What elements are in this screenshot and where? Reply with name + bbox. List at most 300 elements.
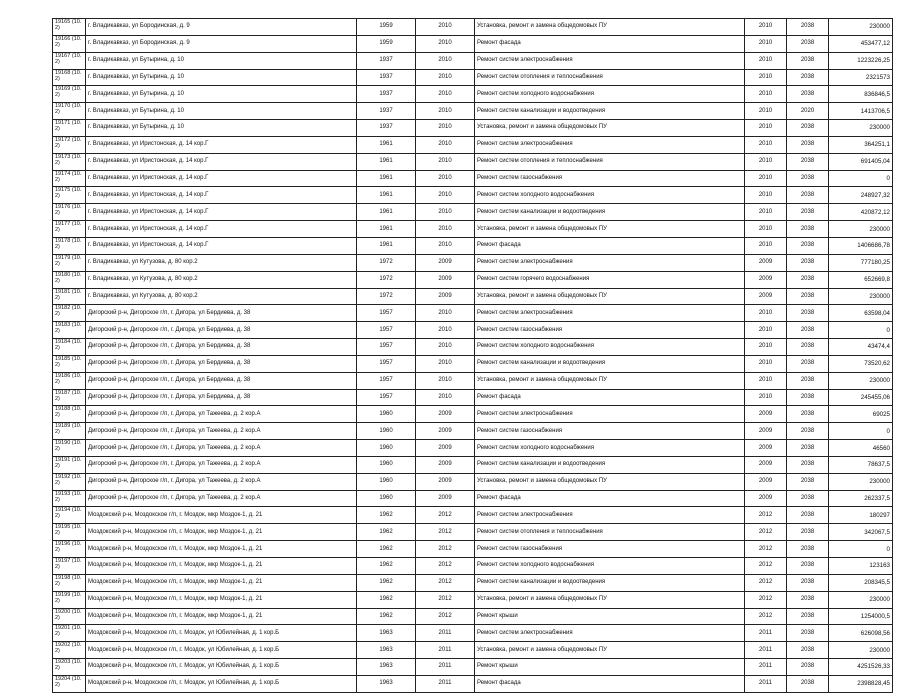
cost-cell: 364251,1 (829, 136, 893, 153)
address-cell: Дигорский р-н, Дигорское г/п, г. Дигора, ул Тажеева, д. 2 кор.А (86, 423, 357, 440)
year-built-cell: 1961 (357, 187, 416, 204)
repair-year-cell: 2009 (416, 288, 475, 305)
cost-cell: 230000 (829, 473, 893, 490)
row-id-cell: 19191 (10.2) (53, 456, 86, 473)
repair-year-cell: 2009 (416, 271, 475, 288)
table-row (53, 339, 893, 356)
year-built-cell: 1957 (357, 389, 416, 406)
cost-cell: 777180,25 (829, 254, 893, 271)
work-type-cell: Ремонт систем холодного водоснабжения (475, 339, 745, 356)
address-cell: Дигорский р-н, Дигорское г/п, г. Дигора, ул Бердиева, д. 38 (86, 389, 357, 406)
table-row (53, 406, 893, 423)
year-built-cell: 1960 (357, 473, 416, 490)
table-row (53, 524, 893, 541)
work-type-cell: Ремонт систем электроснабжения (475, 52, 745, 69)
year-built-cell: 1962 (357, 591, 416, 608)
year-built-cell: 1937 (357, 86, 416, 103)
work-type-cell: Ремонт фасада (475, 389, 745, 406)
period-start-cell: 2010 (745, 170, 787, 187)
period-start-cell: 2009 (745, 271, 787, 288)
period-end-cell: 2038 (787, 473, 829, 490)
repair-year-cell: 2010 (416, 339, 475, 356)
year-built-cell: 1972 (357, 254, 416, 271)
address-cell: Дигорский р-н, Дигорское г/п, г. Дигора, ул Тажеева, д. 2 кор.А (86, 490, 357, 507)
period-end-cell: 2038 (787, 271, 829, 288)
work-type-cell: Ремонт систем канализации и водоотведения (475, 204, 745, 221)
table-row (53, 305, 893, 322)
row-id-cell: 19200 (10.2) (53, 608, 86, 625)
work-type-cell: Ремонт систем отопления и теплоснабжения (475, 524, 745, 541)
period-start-cell: 2012 (745, 507, 787, 524)
cost-cell: 245455,06 (829, 389, 893, 406)
row-id-cell: 19198 (10.2) (53, 574, 86, 591)
period-start-cell: 2009 (745, 440, 787, 457)
period-end-cell: 2038 (787, 254, 829, 271)
work-type-cell: Ремонт систем холодного водоснабжения (475, 558, 745, 575)
row-id-cell: 19172 (10.2) (53, 136, 86, 153)
period-end-cell: 2038 (787, 187, 829, 204)
year-built-cell: 1937 (357, 120, 416, 137)
table-row (53, 473, 893, 490)
address-cell: Моздокский р-н, Моздокское г/п, г. Моздок, мкр Моздок-1, д. 21 (86, 591, 357, 608)
row-id-cell: 19196 (10.2) (53, 541, 86, 558)
year-built-cell: 1963 (357, 625, 416, 642)
period-end-cell: 2038 (787, 120, 829, 137)
address-cell: г. Владикавказ, ул Иристонская, д. 14 кор.Г (86, 237, 357, 254)
cost-cell: 180297 (829, 507, 893, 524)
cost-cell: 0 (829, 541, 893, 558)
year-built-cell: 1959 (357, 19, 416, 36)
cost-cell: 4251526,33 (829, 659, 893, 676)
table-row (53, 221, 893, 238)
repair-year-cell: 2011 (416, 675, 475, 692)
repair-year-cell: 2010 (416, 103, 475, 120)
row-id-cell: 19177 (10.2) (53, 221, 86, 238)
year-built-cell: 1962 (357, 541, 416, 558)
row-id-cell: 19204 (10.2) (53, 675, 86, 692)
repair-year-cell: 2010 (416, 389, 475, 406)
address-cell: Дигорский р-н, Дигорское г/п, г. Дигора, ул Бердиева, д. 38 (86, 305, 357, 322)
work-type-cell: Ремонт крыши (475, 608, 745, 625)
address-cell: Моздокский р-н, Моздокское г/п, г. Моздок, ул Юбилейная, д. 1 кор.Б (86, 659, 357, 676)
period-start-cell: 2010 (745, 355, 787, 372)
repair-year-cell: 2010 (416, 305, 475, 322)
row-id-cell: 19199 (10.2) (53, 591, 86, 608)
year-built-cell: 1961 (357, 153, 416, 170)
work-type-cell: Ремонт систем газоснабжения (475, 423, 745, 440)
repair-year-cell: 2010 (416, 153, 475, 170)
row-id-cell: 19194 (10.2) (53, 507, 86, 524)
address-cell: Моздокский р-н, Моздокское г/п, г. Моздок, ул Юбилейная, д. 1 кор.Б (86, 642, 357, 659)
repair-year-cell: 2010 (416, 187, 475, 204)
table-row (53, 136, 893, 153)
work-type-cell: Установка, ремонт и замена общедомовых ПУ (475, 221, 745, 238)
address-cell: г. Владикавказ, ул Иристонская, д. 14 кор.Г (86, 204, 357, 221)
year-built-cell: 1961 (357, 221, 416, 238)
repair-year-cell: 2011 (416, 625, 475, 642)
table-row (53, 490, 893, 507)
period-start-cell: 2010 (745, 389, 787, 406)
table-row (53, 456, 893, 473)
address-cell: Дигорский р-н, Дигорское г/п, г. Дигора, ул Тажеева, д. 2 кор.А (86, 473, 357, 490)
cost-cell: 1406686,78 (829, 237, 893, 254)
table-row (53, 204, 893, 221)
period-start-cell: 2010 (745, 136, 787, 153)
table-row (53, 288, 893, 305)
address-cell: г. Владикавказ, ул Бутырина, д. 10 (86, 52, 357, 69)
work-type-cell: Ремонт систем электроснабжения (475, 136, 745, 153)
address-cell: Моздокский р-н, Моздокское г/п, г. Моздок, мкр Моздок-1, д. 21 (86, 608, 357, 625)
row-id-cell: 19195 (10.2) (53, 524, 86, 541)
address-cell: Моздокский р-н, Моздокское г/п, г. Моздок, мкр Моздок-1, д. 21 (86, 558, 357, 575)
row-id-cell: 19170 (10.2) (53, 103, 86, 120)
cost-cell: 1413706,5 (829, 103, 893, 120)
table-row (53, 574, 893, 591)
period-end-cell: 2038 (787, 507, 829, 524)
period-start-cell: 2009 (745, 456, 787, 473)
cost-cell: 248927,32 (829, 187, 893, 204)
work-type-cell: Ремонт систем газоснабжения (475, 170, 745, 187)
period-end-cell: 2038 (787, 423, 829, 440)
work-type-cell: Ремонт систем канализации и водоотведения (475, 574, 745, 591)
repair-year-cell: 2010 (416, 322, 475, 339)
period-start-cell: 2010 (745, 35, 787, 52)
period-end-cell: 2038 (787, 541, 829, 558)
year-built-cell: 1960 (357, 440, 416, 457)
cost-cell: 230000 (829, 591, 893, 608)
row-id-cell: 19180 (10.2) (53, 271, 86, 288)
work-type-cell: Установка, ремонт и замена общедомовых ПУ (475, 120, 745, 137)
work-type-cell: Ремонт систем отопления и теплоснабжения (475, 153, 745, 170)
period-start-cell: 2010 (745, 322, 787, 339)
address-cell: г. Владикавказ, ул Иристонская, д. 14 кор.Г (86, 170, 357, 187)
period-end-cell: 2038 (787, 52, 829, 69)
cost-cell: 78637,5 (829, 456, 893, 473)
year-built-cell: 1962 (357, 558, 416, 575)
table-row (53, 322, 893, 339)
period-end-cell: 2038 (787, 136, 829, 153)
repair-year-cell: 2012 (416, 608, 475, 625)
work-type-cell: Ремонт систем холодного водоснабжения (475, 187, 745, 204)
year-built-cell: 1957 (357, 355, 416, 372)
repair-year-cell: 2012 (416, 591, 475, 608)
year-built-cell: 1937 (357, 69, 416, 86)
table-row (53, 675, 893, 692)
year-built-cell: 1961 (357, 136, 416, 153)
cost-cell: 46560 (829, 440, 893, 457)
work-type-cell: Ремонт систем электроснабжения (475, 625, 745, 642)
cost-cell: 230000 (829, 372, 893, 389)
year-built-cell: 1961 (357, 170, 416, 187)
table-row (53, 389, 893, 406)
cost-cell: 2321573 (829, 69, 893, 86)
repair-year-cell: 2012 (416, 574, 475, 591)
row-id-cell: 19176 (10.2) (53, 204, 86, 221)
table-row (53, 642, 893, 659)
address-cell: г. Владикавказ, ул Бутырина, д. 10 (86, 69, 357, 86)
period-start-cell: 2010 (745, 305, 787, 322)
repair-year-cell: 2010 (416, 35, 475, 52)
period-end-cell: 2038 (787, 574, 829, 591)
table-row (53, 355, 893, 372)
work-type-cell: Ремонт систем газоснабжения (475, 322, 745, 339)
repair-year-cell: 2009 (416, 440, 475, 457)
year-built-cell: 1961 (357, 237, 416, 254)
period-end-cell: 2038 (787, 355, 829, 372)
period-end-cell: 2038 (787, 659, 829, 676)
period-end-cell: 2038 (787, 322, 829, 339)
cost-cell: 1223226,25 (829, 52, 893, 69)
period-start-cell: 2009 (745, 254, 787, 271)
period-start-cell: 2011 (745, 642, 787, 659)
period-start-cell: 2010 (745, 187, 787, 204)
cost-cell: 626098,56 (829, 625, 893, 642)
cost-cell: 230000 (829, 221, 893, 238)
row-id-cell: 19171 (10.2) (53, 120, 86, 137)
table-row (53, 254, 893, 271)
period-start-cell: 2011 (745, 659, 787, 676)
period-start-cell: 2009 (745, 406, 787, 423)
period-start-cell: 2010 (745, 120, 787, 137)
table-row (53, 86, 893, 103)
period-start-cell: 2012 (745, 524, 787, 541)
work-type-cell: Ремонт систем электроснабжения (475, 254, 745, 271)
cost-cell: 652669,8 (829, 271, 893, 288)
table-row (53, 541, 893, 558)
work-type-cell: Ремонт систем канализации и водоотведения (475, 355, 745, 372)
row-id-cell: 19166 (10.2) (53, 35, 86, 52)
table-row (53, 372, 893, 389)
repair-year-cell: 2010 (416, 69, 475, 86)
address-cell: г. Владикавказ, ул Бутырина, д. 10 (86, 86, 357, 103)
row-id-cell: 19189 (10.2) (53, 423, 86, 440)
period-start-cell: 2010 (745, 153, 787, 170)
repair-year-cell: 2010 (416, 170, 475, 187)
address-cell: Моздокский р-н, Моздокское г/п, г. Моздок, ул Юбилейная, д. 1 кор.Б (86, 625, 357, 642)
year-built-cell: 1962 (357, 507, 416, 524)
table-row (53, 440, 893, 457)
cost-cell: 342067,5 (829, 524, 893, 541)
repair-year-cell: 2010 (416, 204, 475, 221)
period-start-cell: 2009 (745, 288, 787, 305)
period-end-cell: 2038 (787, 642, 829, 659)
row-id-cell: 19184 (10.2) (53, 339, 86, 356)
period-end-cell: 2038 (787, 456, 829, 473)
year-built-cell: 1961 (357, 204, 416, 221)
table-row (53, 52, 893, 69)
repair-year-cell: 2009 (416, 423, 475, 440)
work-type-cell: Установка, ремонт и замена общедомовых ПУ (475, 642, 745, 659)
address-cell: Моздокский р-н, Моздокское г/п, г. Моздок, мкр Моздок-1, д. 21 (86, 541, 357, 558)
row-id-cell: 19197 (10.2) (53, 558, 86, 575)
address-cell: Дигорский р-н, Дигорское г/п, г. Дигора, ул Бердиева, д. 38 (86, 322, 357, 339)
cost-cell: 2398828,45 (829, 675, 893, 692)
row-id-cell: 19182 (10.2) (53, 305, 86, 322)
year-built-cell: 1957 (357, 372, 416, 389)
repair-year-cell: 2012 (416, 524, 475, 541)
work-type-cell: Ремонт фасада (475, 237, 745, 254)
table-row (53, 271, 893, 288)
repair-year-cell: 2010 (416, 372, 475, 389)
table-row (53, 423, 893, 440)
table-row (53, 659, 893, 676)
year-built-cell: 1962 (357, 574, 416, 591)
repair-year-cell: 2010 (416, 120, 475, 137)
address-cell: г. Владикавказ, ул Кутузова, д. 80 кор.2 (86, 271, 357, 288)
table-row (53, 35, 893, 52)
row-id-cell: 19181 (10.2) (53, 288, 86, 305)
period-end-cell: 2038 (787, 221, 829, 238)
repair-year-cell: 2009 (416, 456, 475, 473)
row-id-cell: 19193 (10.2) (53, 490, 86, 507)
repair-year-cell: 2012 (416, 507, 475, 524)
cost-cell: 230000 (829, 19, 893, 36)
work-type-cell: Ремонт систем холодного водоснабжения (475, 86, 745, 103)
period-start-cell: 2009 (745, 423, 787, 440)
repair-year-cell: 2010 (416, 237, 475, 254)
row-id-cell: 19173 (10.2) (53, 153, 86, 170)
address-cell: г. Владикавказ, ул Иристонская, д. 14 кор.Г (86, 187, 357, 204)
address-cell: Дигорский р-н, Дигорское г/п, г. Дигора, ул Бердиева, д. 38 (86, 355, 357, 372)
period-end-cell: 2038 (787, 237, 829, 254)
year-built-cell: 1972 (357, 271, 416, 288)
table-row (53, 170, 893, 187)
row-id-cell: 19183 (10.2) (53, 322, 86, 339)
year-built-cell: 1963 (357, 642, 416, 659)
row-id-cell: 19187 (10.2) (53, 389, 86, 406)
year-built-cell: 1957 (357, 305, 416, 322)
table-row (53, 69, 893, 86)
address-cell: Моздокский р-н, Моздокское г/п, г. Моздок, мкр Моздок-1, д. 21 (86, 524, 357, 541)
year-built-cell: 1963 (357, 659, 416, 676)
row-id-cell: 19178 (10.2) (53, 237, 86, 254)
repair-year-cell: 2010 (416, 355, 475, 372)
cost-cell: 0 (829, 423, 893, 440)
table-row (53, 608, 893, 625)
repair-year-cell: 2011 (416, 642, 475, 659)
address-cell: г. Владикавказ, ул Кутузова, д. 80 кор.2 (86, 254, 357, 271)
year-built-cell: 1963 (357, 675, 416, 692)
table-row (53, 625, 893, 642)
period-end-cell: 2038 (787, 170, 829, 187)
row-id-cell: 19174 (10.2) (53, 170, 86, 187)
period-start-cell: 2010 (745, 103, 787, 120)
period-end-cell: 2038 (787, 558, 829, 575)
work-type-cell: Ремонт систем канализации и водоотведения (475, 456, 745, 473)
repair-year-cell: 2012 (416, 558, 475, 575)
period-start-cell: 2012 (745, 574, 787, 591)
cost-cell: 453477,12 (829, 35, 893, 52)
cost-cell: 73520,62 (829, 355, 893, 372)
period-start-cell: 2010 (745, 221, 787, 238)
cost-cell: 123163 (829, 558, 893, 575)
row-id-cell: 19192 (10.2) (53, 473, 86, 490)
row-id-cell: 19167 (10.2) (53, 52, 86, 69)
cost-cell: 691405,04 (829, 153, 893, 170)
period-end-cell: 2038 (787, 305, 829, 322)
row-id-cell: 19201 (10.2) (53, 625, 86, 642)
period-end-cell: 2038 (787, 440, 829, 457)
period-start-cell: 2009 (745, 473, 787, 490)
table-row (53, 19, 893, 36)
period-start-cell: 2010 (745, 69, 787, 86)
row-id-cell: 19203 (10.2) (53, 659, 86, 676)
cost-cell: 43474,4 (829, 339, 893, 356)
work-type-cell: Ремонт систем горячего водоснабжения (475, 271, 745, 288)
period-end-cell: 2038 (787, 608, 829, 625)
table-body (53, 19, 893, 693)
address-cell: Дигорский р-н, Дигорское г/п, г. Дигора, ул Тажеева, д. 2 кор.А (86, 456, 357, 473)
work-type-cell: Установка, ремонт и замена общедомовых ПУ (475, 473, 745, 490)
cost-cell: 420872,12 (829, 204, 893, 221)
address-cell: Дигорский р-н, Дигорское г/п, г. Дигора, ул Тажеева, д. 2 кор.А (86, 440, 357, 457)
period-start-cell: 2010 (745, 372, 787, 389)
year-built-cell: 1957 (357, 322, 416, 339)
work-type-cell: Ремонт систем газоснабжения (475, 541, 745, 558)
year-built-cell: 1960 (357, 406, 416, 423)
repair-year-cell: 2010 (416, 86, 475, 103)
work-type-cell: Установка, ремонт и замена общедомовых ПУ (475, 288, 745, 305)
period-end-cell: 2020 (787, 103, 829, 120)
table-row (53, 187, 893, 204)
cost-cell: 63598,04 (829, 305, 893, 322)
address-cell: г. Владикавказ, ул Иристонская, д. 14 кор.Г (86, 153, 357, 170)
work-type-cell: Ремонт фасада (475, 675, 745, 692)
cost-cell: 0 (829, 322, 893, 339)
table-row (53, 153, 893, 170)
period-start-cell: 2010 (745, 19, 787, 36)
table-row (53, 237, 893, 254)
work-type-cell: Установка, ремонт и замена общедомовых ПУ (475, 591, 745, 608)
repair-year-cell: 2010 (416, 136, 475, 153)
work-type-cell: Установка, ремонт и замена общедомовых ПУ (475, 372, 745, 389)
cost-cell: 0 (829, 170, 893, 187)
work-type-cell: Ремонт систем электроснабжения (475, 305, 745, 322)
year-built-cell: 1957 (357, 339, 416, 356)
address-cell: Дигорский р-н, Дигорское г/п, г. Дигора, ул Бердиева, д. 38 (86, 372, 357, 389)
repair-year-cell: 2010 (416, 19, 475, 36)
year-built-cell: 1937 (357, 52, 416, 69)
address-cell: Моздокский р-н, Моздокское г/п, г. Моздок, ул Юбилейная, д. 1 кор.Б (86, 675, 357, 692)
work-type-cell: Ремонт фасада (475, 35, 745, 52)
year-built-cell: 1960 (357, 490, 416, 507)
year-built-cell: 1960 (357, 423, 416, 440)
work-type-cell: Ремонт систем отопления и теплоснабжения (475, 69, 745, 86)
address-cell: Дигорский р-н, Дигорское г/п, г. Дигора, ул Тажеева, д. 2 кор.А (86, 406, 357, 423)
period-end-cell: 2038 (787, 591, 829, 608)
period-end-cell: 2038 (787, 625, 829, 642)
row-id-cell: 19175 (10.2) (53, 187, 86, 204)
table-row (53, 103, 893, 120)
row-id-cell: 19185 (10.2) (53, 355, 86, 372)
address-cell: г. Владикавказ, ул Иристонская, д. 14 кор.Г (86, 136, 357, 153)
cost-cell: 230000 (829, 642, 893, 659)
row-id-cell: 19165 (10.2) (53, 19, 86, 36)
repair-year-cell: 2009 (416, 490, 475, 507)
row-id-cell: 19190 (10.2) (53, 440, 86, 457)
year-built-cell: 1959 (357, 35, 416, 52)
cost-cell: 69025 (829, 406, 893, 423)
cost-cell: 208345,5 (829, 574, 893, 591)
repair-year-cell: 2009 (416, 473, 475, 490)
repair-year-cell: 2009 (416, 254, 475, 271)
table-row (53, 120, 893, 137)
work-type-cell: Ремонт систем электроснабжения (475, 507, 745, 524)
document-sheet (52, 18, 893, 693)
address-cell: Дигорский р-н, Дигорское г/п, г. Дигора, ул Бердиева, д. 38 (86, 339, 357, 356)
work-type-cell: Ремонт фасада (475, 490, 745, 507)
cost-cell: 1254000,5 (829, 608, 893, 625)
